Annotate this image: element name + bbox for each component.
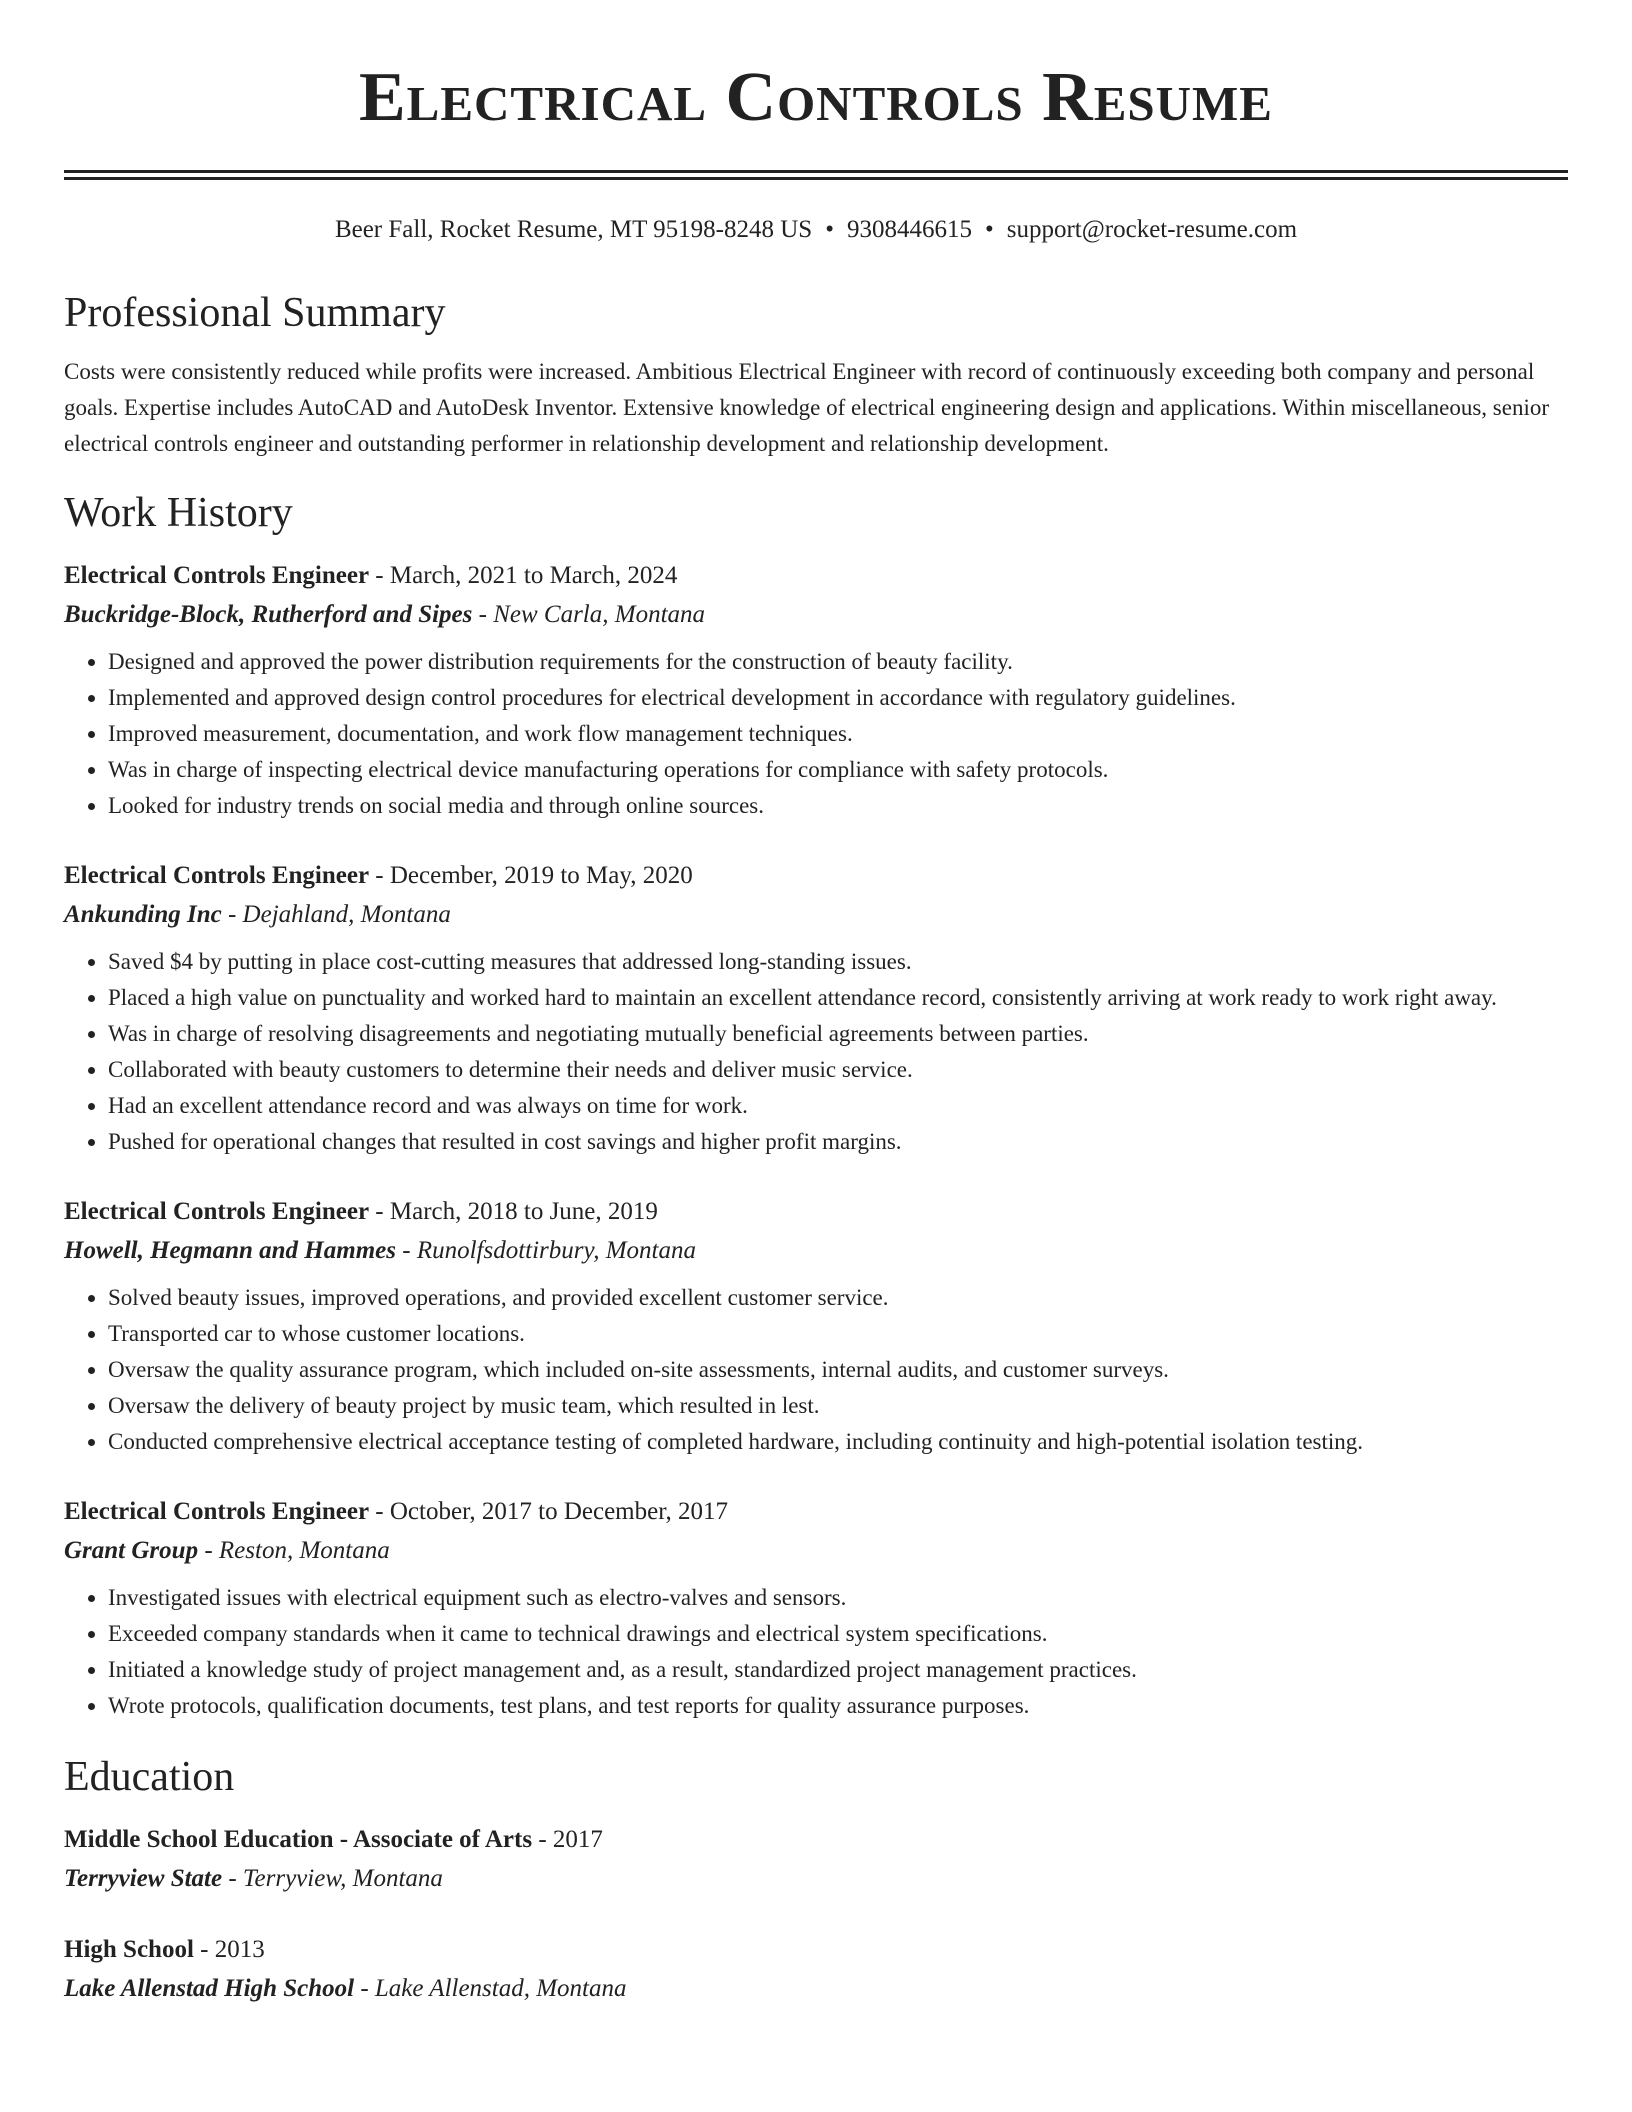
job-company: Howell, Hegmann and Hammes: [64, 1237, 396, 1264]
education-heading: Education: [64, 1754, 235, 1800]
education-section: [64, 1752, 1568, 2008]
job-company: Ankunding Inc: [64, 901, 222, 928]
duty-item: • Implemented and approved design control procedures for electrical development in accordance with regulatory guidelines.: [108, 680, 1568, 716]
job-dates: March, 2018 to June, 2019: [389, 1198, 658, 1225]
job-entry: [64, 1192, 1568, 1460]
contact-separator: •: [984, 216, 994, 243]
job-duties: [64, 944, 1568, 1160]
job-entry: [64, 1492, 1568, 1724]
job-company: Grant Group: [64, 1537, 199, 1564]
job-location: Dejahland, Montana: [242, 901, 451, 928]
education-entry: [64, 1820, 1568, 1898]
resume-title: Electrical Controls Resume: [358, 59, 1273, 136]
education-year: 2017: [552, 1826, 603, 1853]
job-location: Reston, Montana: [218, 1537, 390, 1564]
job-title: Electrical Controls Engineer: [64, 1198, 370, 1225]
education-school: Terryview State: [64, 1865, 223, 1892]
contact-separator: •: [825, 216, 834, 243]
duty-item: • Initiated a knowledge study of project management and, as a result, standardized project management practices.: [108, 1652, 1568, 1688]
duty-item: • Wrote protocols, qualification documents, test plans, and test reports for quality assurance purposes.: [108, 1688, 1568, 1724]
contact-line: [64, 214, 1568, 246]
job-company: Buckridge-Block, Rutherford and Sipes: [64, 601, 473, 628]
job-dates: March, 2021 to March, 2024: [389, 562, 678, 589]
job-title: Electrical Controls Engineer: [64, 1498, 370, 1525]
job-title: Electrical Controls Engineer: [64, 562, 370, 589]
work-history-section: [64, 488, 1568, 1724]
job-duties: [64, 1580, 1568, 1724]
education-school-line: Lake Allenstad High School - Lake Allenstad, Montana: [64, 1975, 627, 2002]
job-title-line: Electrical Controls Engineer - October, 2017 to December, 2017: [64, 1498, 729, 1525]
job-dates: December, 2019 to May, 2020: [389, 862, 693, 889]
education-degree-line: High School - 2013: [64, 1936, 265, 1963]
job-location: Runolfsdottirbury, Montana: [416, 1237, 696, 1264]
duty-item: • Exceeded company standards when it came to technical drawings and electrical system specifications.: [108, 1616, 1568, 1652]
title-double-rule: [64, 170, 1568, 180]
education-degree: Middle School Education - Associate of Arts: [64, 1826, 533, 1853]
duty-item: • Oversaw the delivery of beauty project by music team, which resulted in lest.: [108, 1388, 1568, 1424]
job-duties: [64, 1280, 1568, 1460]
education-school: Lake Allenstad High School: [64, 1975, 355, 2002]
job-title-line: Electrical Controls Engineer - December, 2019 to May, 2020: [64, 862, 693, 889]
education-year: 2013: [214, 1936, 265, 1963]
job-company-line: Buckridge-Block, Rutherford and Sipes - New Carla, Montana: [64, 601, 706, 628]
duty-item: • Investigated issues with electrical equipment such as electro-valves and sensors.: [108, 1580, 1568, 1616]
education-location: Lake Allenstad, Montana: [374, 1975, 627, 2002]
education-degree-line: Middle School Education - Associate of Arts - 2017: [64, 1826, 603, 1853]
job-company-line: Ankunding Inc - Dejahland, Montana: [64, 901, 451, 928]
job-location: New Carla, Montana: [493, 601, 706, 628]
work-history-heading: Work History: [64, 490, 293, 536]
duty-item: • Oversaw the quality assurance program, which included on-site assessments, internal audits, and customer surveys.: [108, 1352, 1568, 1388]
duty-item: • Solved beauty issues, improved operations, and provided excellent customer service.: [108, 1280, 1568, 1316]
job-entry: [64, 856, 1568, 1160]
job-entry: [64, 556, 1568, 824]
job-company-line: Howell, Hegmann and Hammes - Runolfsdottirbury, Montana: [64, 1237, 696, 1264]
job-dates: October, 2017 to December, 2017: [389, 1498, 729, 1525]
duty-item: • Had an excellent attendance record and was always on time for work.: [108, 1088, 1568, 1124]
summary-text: Costs were consistently reduced while profits were increased. Ambitious Electrical Engineer with record of continuously exceeding both company and personal goals. Expertise includes AutoCAD and AutoDesk Inventor. Extensive knowledge of electrical engineering design and applications. Within miscellaneous, senior electrical controls engineer and outstanding performer in relationship development and relationship development.: [64, 359, 1549, 456]
duty-item: • Was in charge of inspecting electrical device manufacturing operations for compliance with safety protocols.: [108, 752, 1568, 788]
duty-item: • Conducted comprehensive electrical acceptance testing of completed hardware, including continuity and high-potential isolation testing.: [108, 1424, 1568, 1460]
summary-heading: Professional Summary: [64, 290, 446, 336]
education-school-line: Terryview State - Terryview, Montana: [64, 1865, 443, 1892]
duty-item: • Improved measurement, documentation, and work flow management techniques.: [108, 716, 1568, 752]
duty-item: • Transported car to whose customer locations.: [108, 1316, 1568, 1352]
contact-email: support@rocket-resume.com: [1006, 216, 1298, 243]
education-degree: High School: [64, 1936, 194, 1963]
duty-item: • Pushed for operational changes that resulted in cost savings and higher profit margins.: [108, 1124, 1568, 1160]
duty-item: • Looked for industry trends on social media and through online sources.: [108, 788, 1568, 824]
job-duties: [64, 644, 1568, 824]
duty-item: • Placed a high value on punctuality and worked hard to maintain an excellent attendance record, consistently arriving at work ready to work right away.: [108, 980, 1568, 1016]
duty-item: • Collaborated with beauty customers to determine their needs and deliver music service.: [108, 1052, 1568, 1088]
summary-section: [64, 288, 1568, 462]
education-location: Terryview, Montana: [242, 1865, 443, 1892]
education-entry: [64, 1930, 1568, 2008]
duty-item: • Saved $4 by putting in place cost-cutting measures that addressed long-standing issues.: [108, 944, 1568, 980]
duty-item: • Was in charge of resolving disagreements and negotiating mutually beneficial agreements between parties.: [108, 1016, 1568, 1052]
duty-item: • Designed and approved the power distribution requirements for the construction of beauty facility.: [108, 644, 1568, 680]
contact-phone: 9308446615: [846, 216, 972, 243]
job-title: Electrical Controls Engineer: [64, 862, 370, 889]
job-title-line: Electrical Controls Engineer - March, 2018 to June, 2019: [64, 1198, 658, 1225]
job-company-line: Grant Group - Reston, Montana: [64, 1537, 390, 1564]
job-title-line: Electrical Controls Engineer - March, 2021 to March, 2024: [64, 562, 678, 589]
contact-address: Beer Fall, Rocket Resume, MT 95198-8248 US: [334, 216, 813, 243]
